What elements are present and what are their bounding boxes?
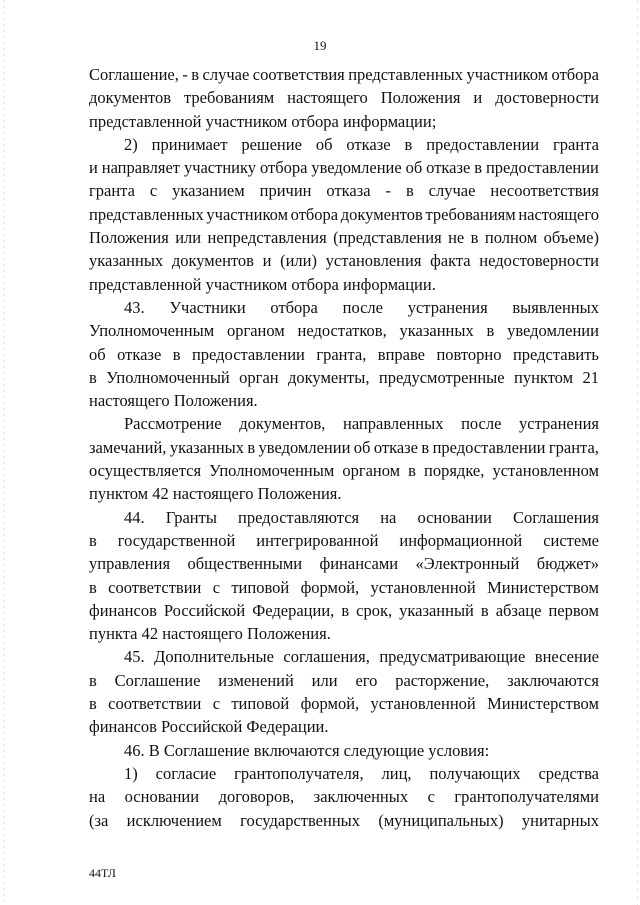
word: Положения — [89, 228, 169, 248]
word: государственной — [117, 530, 236, 550]
word: 45. — [124, 647, 145, 667]
word: Уполномоченным — [89, 321, 215, 341]
word: после — [342, 297, 383, 317]
word: указанный — [399, 600, 474, 620]
word: Рассмотрение — [124, 414, 222, 434]
word: (муниципальных) — [378, 810, 504, 830]
word: об — [405, 158, 423, 178]
word: управления — [89, 554, 171, 574]
word: соответствия — [252, 65, 345, 84]
word: после — [461, 414, 502, 434]
text-line: представленной участником отбора информации. — [89, 274, 436, 294]
word: настоящего — [518, 204, 599, 224]
word: Дополнительные — [154, 647, 274, 667]
word: отбора — [270, 297, 318, 317]
word: указанных — [399, 321, 474, 341]
word: непредставления — [207, 228, 327, 248]
word: его — [355, 670, 378, 690]
word: унитарных — [521, 810, 599, 830]
word: 1) — [124, 763, 138, 783]
word: об — [353, 437, 371, 457]
word: первом — [548, 600, 599, 620]
word: предоставлении — [426, 134, 540, 154]
word: Уполномоченный — [106, 367, 230, 387]
word: предоставлении — [432, 437, 546, 457]
word: повторно — [436, 344, 502, 364]
word: предоставлении — [485, 158, 599, 178]
word: (представления — [333, 228, 442, 248]
word: не — [448, 228, 465, 248]
word: предоставлении — [191, 344, 305, 364]
word: вправе — [377, 344, 426, 364]
text-line — [89, 319, 599, 342]
word: и — [262, 251, 272, 271]
word: представить — [512, 344, 599, 364]
word: исключением — [126, 810, 222, 830]
text-line — [89, 412, 599, 435]
text-line: настоящего Положения. — [89, 391, 258, 411]
word: гранта, — [316, 344, 367, 364]
word: представленных — [348, 65, 463, 84]
word: в — [247, 437, 256, 457]
word: направляет — [101, 158, 181, 178]
text-line — [89, 762, 599, 785]
text-line — [89, 86, 599, 109]
word: формой, — [300, 577, 360, 597]
word: «Электронный — [415, 554, 520, 574]
word: уведомлении — [258, 437, 351, 457]
text-line — [89, 226, 599, 249]
word: в — [405, 181, 414, 201]
word: изменений — [218, 670, 294, 690]
text-line — [89, 692, 599, 715]
word: с — [427, 787, 435, 807]
word: на — [89, 787, 106, 807]
word: в — [172, 344, 181, 364]
word: требованиям — [184, 88, 275, 108]
word: в — [89, 577, 97, 597]
word: устранения — [519, 414, 599, 434]
word: указанием — [172, 181, 245, 201]
word: (за — [89, 810, 109, 830]
word: отказе — [373, 437, 419, 457]
word: отказе — [346, 134, 391, 154]
word: и — [473, 88, 483, 108]
text-line — [89, 809, 599, 832]
scan-edge-left — [3, 0, 4, 905]
word: выявленных — [512, 297, 599, 317]
word: заключенных — [313, 787, 409, 807]
word: в — [89, 670, 97, 690]
word: (или) — [280, 251, 317, 271]
word: случае — [428, 181, 476, 201]
word: Российской — [163, 600, 246, 620]
word: соответствии — [108, 577, 202, 597]
word: Соглашения — [512, 507, 599, 527]
word: на — [380, 507, 397, 527]
text-line — [89, 436, 599, 459]
word: 21 — [582, 367, 599, 387]
word: абзаце — [495, 600, 542, 620]
word: в — [470, 228, 479, 248]
word: Уполномоченным — [209, 461, 335, 481]
word: договоров, — [218, 787, 295, 807]
word: отбора — [290, 204, 339, 224]
text-line: 46. В Соглашение включаются следующие условия: — [124, 740, 490, 760]
word: гранта, — [548, 437, 599, 457]
word: интегрированной — [256, 530, 379, 550]
word: документы, — [288, 367, 370, 387]
word: об — [315, 134, 333, 154]
word: расторжение, — [395, 670, 490, 690]
word: заключаются — [507, 670, 599, 690]
text-line: представленной участником отбора информации; — [89, 111, 437, 131]
word: отказе — [117, 344, 162, 364]
word: и — [89, 158, 98, 178]
word: отказе — [426, 158, 471, 178]
word: в — [191, 65, 200, 84]
word: пунктом — [513, 367, 574, 387]
word: установления — [325, 251, 422, 271]
word: предусматривающие — [379, 647, 526, 667]
word: с — [212, 694, 221, 714]
word: Соглашение, — [89, 65, 179, 84]
text-line — [89, 249, 599, 272]
text-line — [89, 645, 599, 668]
word: требованиям — [425, 204, 516, 224]
word: грантополучателями — [454, 787, 599, 807]
text-line: финансов Российской Федерации. — [89, 717, 329, 737]
word: типовой — [231, 694, 290, 714]
word: гранта — [89, 181, 135, 201]
word: Соглашение — [114, 670, 201, 690]
word: указанных — [169, 437, 244, 457]
word: отказа — [326, 181, 371, 201]
word: 2) — [124, 134, 138, 154]
word: установленном — [492, 461, 599, 481]
word: в — [341, 600, 350, 620]
word: полном — [484, 228, 538, 248]
word: получающих — [429, 763, 521, 783]
word: отбора — [259, 158, 308, 178]
word: срок, — [356, 600, 393, 620]
text-line — [89, 133, 599, 156]
word: основании — [417, 507, 492, 527]
word: Положения — [380, 88, 461, 108]
word: общественными — [187, 554, 303, 574]
text-line — [89, 529, 599, 552]
word: установленной — [370, 694, 476, 714]
word: органом — [342, 461, 401, 481]
word: об — [89, 344, 106, 364]
text-line — [89, 552, 599, 575]
word: несоответствия — [490, 181, 599, 201]
word: в — [89, 367, 97, 387]
word: в — [480, 600, 489, 620]
text-line — [89, 785, 599, 808]
word: соответствии — [108, 694, 202, 714]
word: - — [385, 181, 392, 201]
word: в — [89, 530, 97, 550]
word: внесение — [534, 647, 599, 667]
word: гранта — [553, 134, 599, 154]
word: финансами — [319, 554, 399, 574]
word: участнику — [183, 158, 257, 178]
text-line — [89, 599, 599, 622]
word: предусмотренные — [378, 367, 505, 387]
word: Министерством — [487, 577, 599, 597]
text-line — [89, 576, 599, 599]
word: или — [175, 228, 202, 248]
word: недостатков, — [297, 321, 387, 341]
text-line — [89, 366, 599, 389]
word: принимает — [151, 134, 228, 154]
text-line — [89, 669, 599, 692]
word: документов — [171, 251, 254, 271]
word: документов — [89, 88, 172, 108]
word: случае — [202, 65, 250, 84]
word: 44. — [124, 507, 145, 527]
word: согласие — [155, 763, 217, 783]
word: в — [474, 158, 483, 178]
word: грантополучателя, — [234, 763, 364, 783]
word: отбора — [551, 65, 599, 84]
word: решение — [241, 134, 302, 154]
word: в — [404, 134, 413, 154]
word: уведомлении — [507, 321, 599, 341]
page-number: 19 — [313, 38, 327, 53]
text-line — [89, 179, 599, 202]
text-line — [89, 296, 599, 319]
word: или — [311, 670, 338, 690]
word: уведомление — [311, 158, 402, 178]
word: осуществляется — [89, 461, 202, 481]
word: в — [421, 437, 430, 457]
word: причин — [259, 181, 312, 201]
word: типовой — [231, 577, 290, 597]
document-body — [89, 63, 599, 832]
word: в — [89, 694, 97, 714]
word: 43. — [124, 297, 145, 317]
word: документов — [340, 204, 423, 224]
word: в — [408, 461, 416, 481]
word: порядке, — [424, 461, 485, 481]
word: замечаний, — [89, 437, 167, 457]
word: факта — [430, 251, 471, 271]
word: бюджет» — [536, 554, 599, 574]
word: недостоверности — [479, 251, 599, 271]
word: органом — [226, 321, 285, 341]
word: направленных — [343, 414, 444, 434]
word: Участники — [169, 297, 246, 317]
word: основании — [124, 787, 200, 807]
word: Гранты — [165, 507, 217, 527]
word: формой, — [300, 694, 360, 714]
text-line — [89, 459, 599, 482]
word: с — [212, 577, 221, 597]
text-line — [89, 63, 599, 86]
text-line — [89, 506, 599, 529]
word: указанных — [89, 251, 164, 271]
word: участником — [206, 204, 289, 224]
word: устранения — [407, 297, 488, 317]
word: с — [149, 181, 158, 201]
word: - — [182, 65, 188, 84]
word: документов, — [239, 414, 326, 434]
word: настоящего — [287, 88, 368, 108]
word: в — [486, 321, 495, 341]
word: объеме) — [543, 228, 599, 248]
word: участником — [466, 65, 549, 84]
text-line — [89, 343, 599, 366]
word: средства — [538, 763, 599, 783]
text-line — [89, 203, 599, 226]
word: представленных — [89, 204, 204, 224]
word: достоверности — [495, 88, 599, 108]
text-line: пунктом 42 настоящего Положения. — [89, 484, 342, 504]
text-line: пункта 42 настоящего Положения. — [89, 624, 331, 644]
word: финансов — [89, 600, 157, 620]
word: соглашения, — [283, 647, 370, 667]
footer-code: 44ТЛ — [89, 866, 116, 880]
word: Федерации, — [252, 600, 335, 620]
word: предоставляются — [237, 507, 360, 527]
scan-edge-right — [637, 0, 638, 905]
text-line — [89, 156, 599, 179]
word: Министерством — [487, 694, 599, 714]
word: системе — [543, 530, 599, 550]
word: орган — [239, 367, 279, 387]
word: установленной — [370, 577, 476, 597]
word: информационной — [399, 530, 523, 550]
word: государственных — [240, 810, 361, 830]
word: лиц, — [381, 763, 412, 783]
